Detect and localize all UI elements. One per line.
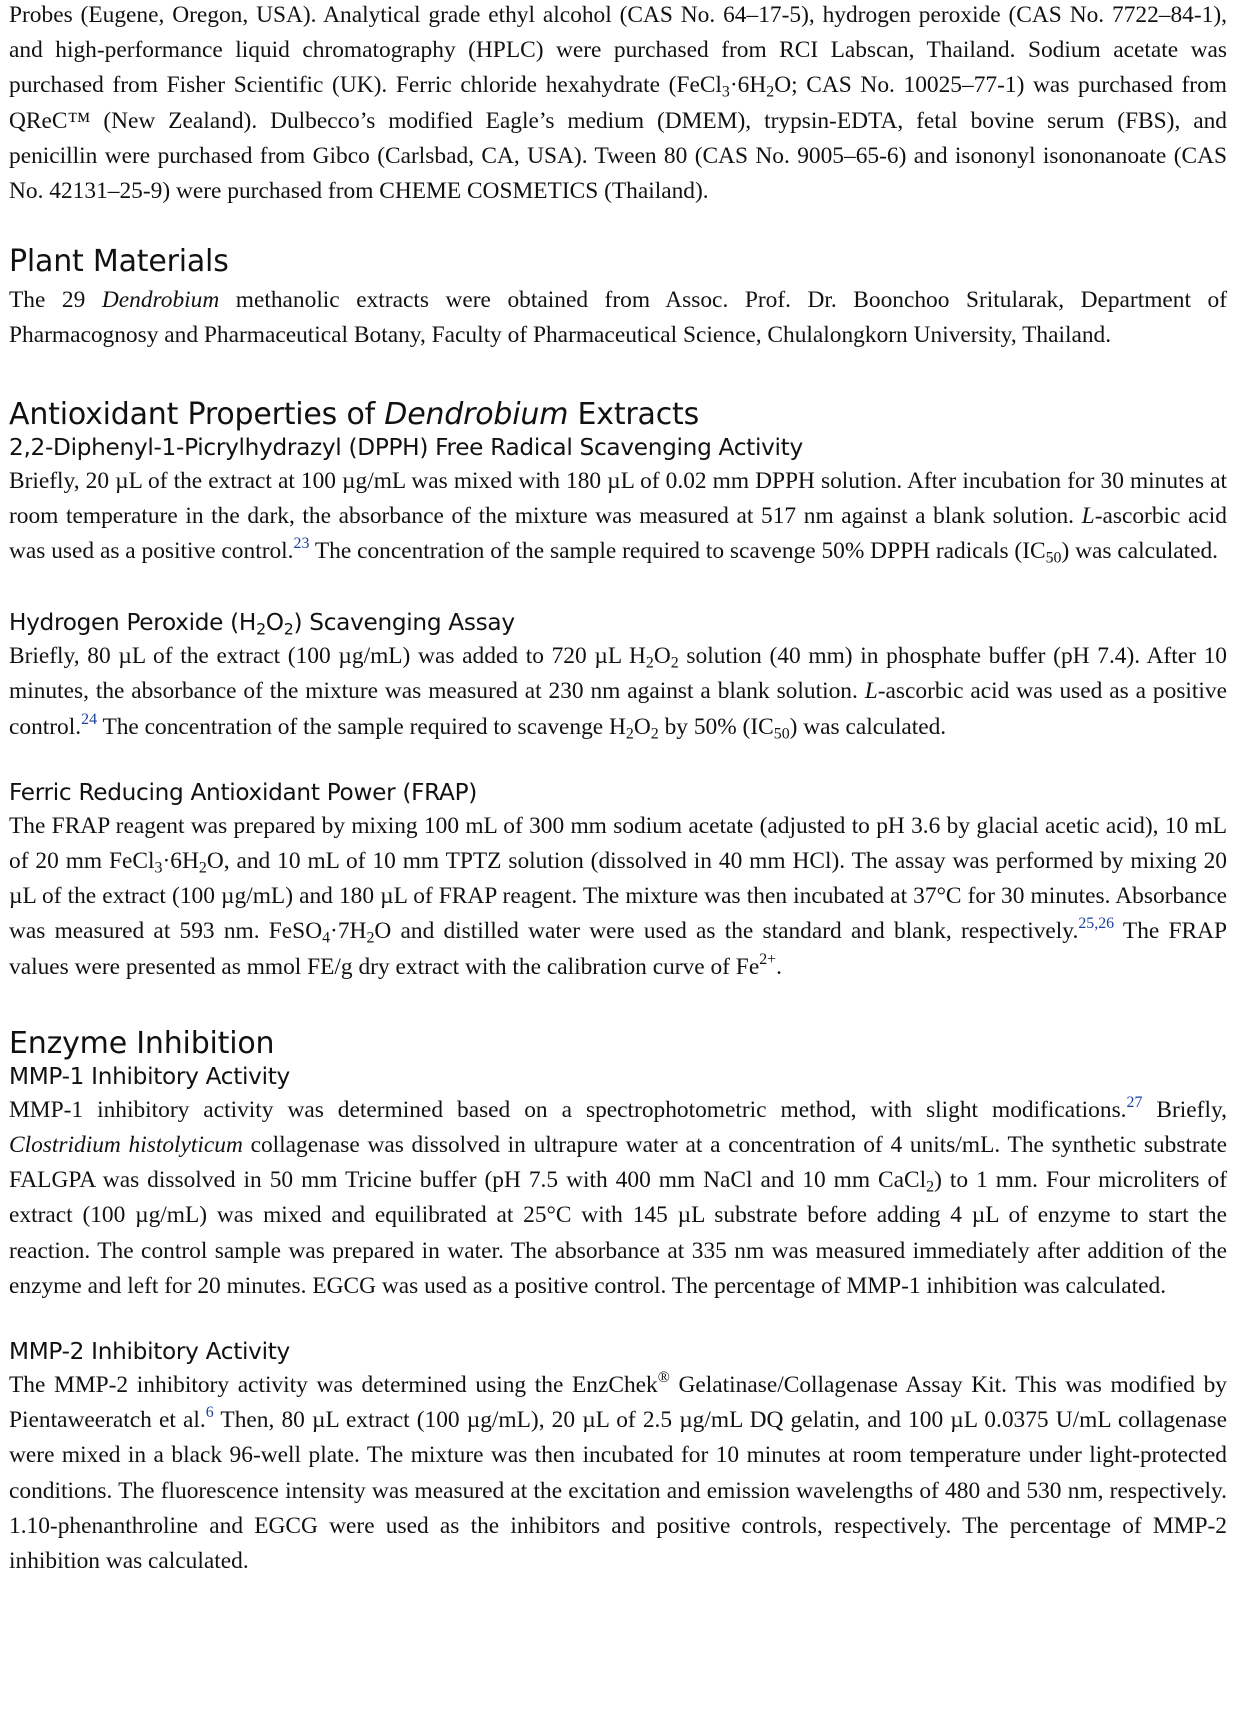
- h2o2-text: O: [633, 713, 651, 740]
- subscript: 2: [766, 83, 775, 101]
- frap-text: The FRAP reagent was prepared by mixing 100 mL of 300 mm sodium acetate (adjusted to pH 3.6 by glacial acetic acid), 10 mL of 20 mm FeCl: [9, 812, 1227, 875]
- subscript: 4: [322, 929, 331, 947]
- h2o2-text: The concentration of the sample required to scavenge H: [97, 713, 626, 740]
- dpph-text: ) was calculated.: [1061, 538, 1219, 565]
- frap-text: O, and 10 mL of 10 mm TPTZ solution (dissolved in 40 mm HCl). The assay was performed by mixing 20 µL of the extract (100 µg/mL) and 180 µL of FRAP reagent. The mixture was then incubated at 37°C for 30 minutes. Absorbance was measured at 593 nm. FeSO: [9, 848, 1227, 945]
- citation-link[interactable]: 24: [81, 710, 98, 728]
- subscript: 50: [1045, 549, 1062, 567]
- subsection-heading-h2o2: [9, 607, 1227, 639]
- subscript: 3: [721, 83, 730, 101]
- plant-text-1: The 29: [9, 287, 102, 314]
- plant-materials-paragraph: [9, 283, 1227, 353]
- materials-paragraph: [9, 0, 1227, 209]
- subsection-heading-dpph: 2,2-Diphenyl-1-Picrylhydrazyl (DPPH) Free Radical Scavenging Activity: [9, 433, 803, 461]
- subscript: 2: [670, 654, 679, 672]
- subscript: 2: [650, 725, 659, 743]
- subsection-heading-mmp1: MMP-1 Inhibitory Activity: [9, 1062, 290, 1090]
- frap-paragraph: [9, 809, 1227, 985]
- mmp1-text: collagenase was dissolved in ultrapure water at a concentration of 4 units/mL. The synthetic substrate FALGPA was dissolved in 50 mm Tricine buffer (pH 7.5 with 400 mm NaCl and 10 mm CaCl: [9, 1132, 1227, 1194]
- mmp1-text: ) to 1 mm. Four microliters of extract (100 µg/mL) was mixed and equilibrated at 25°C with 145 µL substrate before adding 4 µL of enzyme to start the reaction. The control sample was prepared in water. The absorbance at 335 nm was measured immediately after addition of the enzyme and left for 20 minutes. EGCG was used as a positive control. The percentage of MMP-1 inhibition was calculated.: [9, 1167, 1227, 1299]
- mmp1-text: Briefly,: [1142, 1096, 1227, 1123]
- h2o2-paragraph: [9, 639, 1227, 745]
- section-heading-plant-materials: Plant Materials: [9, 244, 229, 280]
- species-name: Clostridium histolyticum: [9, 1132, 243, 1159]
- heading-part: Antioxidant Properties of: [9, 396, 385, 432]
- h2o2-text: -ascorbic acid was used as a positive control.: [9, 678, 1228, 740]
- mmp2-text: Then, 80 µL extract (100 µg/mL), 20 µL of 2.5 µg/mL DQ gelatin, and 100 µL 0.0375 U/mL collagenase were mixed in a black 96-well plate. The mixture was then incubated for 10 minutes at room temperature under light-protected conditions. The fluorescence intensity was measured at the excitation and emission wavelengths of 480 and 530 nm, respectively. 1.10-phenanthroline and EGCG were used as the inhibitors and positive controls, respectively. The percentage of MMP-2 inhibition was calculated.: [9, 1407, 1227, 1575]
- dpph-text: The concentration of the sample required to scavenge 50% DPPH radicals (IC: [309, 538, 1046, 565]
- subscript: 2: [645, 654, 654, 672]
- heading-part: Extracts: [568, 396, 700, 432]
- frap-text: O and distilled water were used as the standard and blank, respectively.: [374, 918, 1079, 945]
- citation-link[interactable]: 27: [1126, 1094, 1143, 1111]
- superscript: 2+: [759, 950, 777, 968]
- article-page: [9, 0, 1227, 1579]
- registered-mark: ®: [657, 1369, 670, 1387]
- heading-part: ) Scavenging Assay: [293, 609, 515, 637]
- citation-link[interactable]: 6: [205, 1404, 214, 1422]
- mmp1-paragraph: [9, 1093, 1227, 1304]
- mmp2-text: Gelatinase/Collagenase Assay Kit. This was modified by Pientaweeratch et al.: [9, 1372, 1227, 1434]
- subscript: 2: [256, 619, 266, 639]
- materials-text-1: Probes (Eugene, Oregon, USA). Analytical grade ethyl alcohol (CAS No. 64–17-5), hydrogen peroxide (CAS No. 7722–84-1), and high-performance liquid chromatography (HPLC) were purchased from RCI Labscan, Thailand. Sodium acetate was purchased from Fisher Scientific (UK). Ferric chloride hexahydrate (FeCl: [9, 2, 1227, 99]
- citation-link[interactable]: 25,26: [1078, 915, 1115, 933]
- plant-text-2: methanolic extracts were obtained from Assoc. Prof. Dr. Boonchoo Sritularak, Department of Pharmacognosy and Pharmaceutical Botany, Faculty of Pharmaceutical Science, Chulalongkorn University, Thailand.: [9, 287, 1228, 349]
- section-heading-antioxidant: [9, 396, 1227, 434]
- subscript: 2: [926, 1178, 935, 1196]
- dpph-text: -ascorbic acid was used as a positive control.: [9, 502, 1228, 565]
- dpph-text: Briefly, 20 µL of the extract at 100 µg/mL was mixed with 180 µL of 0.02 mm DPPH solution. After incubation for 30 minutes at room temperature in the dark, the absorbance of the mixture was measured at 517 nm against a blank solution.: [9, 467, 1227, 529]
- materials-text-3: O; CAS No. 10025–77-1) was purchased from QReC™ (New Zealand). Dulbecco’s modified Eagle’s medium (DMEM), trypsin-EDTA, fetal bovine serum (FBS), and penicillin were purchased from Gibco (Carlsbad, CA, USA). Tween 80 (CAS No. 9005–65-6) and isononyl isononanoate (CAS No. 42131–25-9) were purchased from CHEME COSMETICS (Thailand).: [9, 72, 1227, 205]
- dpph-paragraph: [9, 464, 1227, 570]
- mmp2-text: The MMP-2 inhibitory activity was determined using the EnzChek: [9, 1372, 658, 1399]
- mmp2-paragraph: [9, 1368, 1227, 1579]
- materials-text-2: ·6H: [729, 72, 767, 99]
- h2o2-text: Briefly, 80 µL of the extract (100 µg/mL) was added to 720 µL H: [9, 643, 646, 670]
- frap-text: ·7H: [330, 918, 367, 945]
- subscript: 2: [283, 619, 294, 639]
- italic-l: L: [864, 678, 878, 705]
- citation-link[interactable]: 23: [293, 535, 310, 553]
- heading-part: O: [265, 609, 284, 637]
- section-heading-enzyme-inhibition: Enzyme Inhibition: [9, 1025, 275, 1061]
- subscript: 50: [773, 725, 790, 743]
- h2o2-text: solution (40 mm) in phosphate buffer (pH 7.4). After 10 minutes, the absorbance of the mixture was measured at 230 nm against a blank solution.: [9, 643, 1227, 705]
- subscript: 2: [198, 859, 207, 877]
- h2o2-text: ) was calculated.: [789, 713, 947, 740]
- genus-name: Dendrobium: [384, 396, 569, 432]
- genus-name: Dendrobium: [101, 287, 220, 314]
- h2o2-text: O: [653, 643, 671, 670]
- mmp1-text: MMP-1 inhibitory activity was determined based on a spectrophotometric method, with slight modifications.: [9, 1096, 1127, 1123]
- subscript: 2: [625, 725, 634, 743]
- frap-text: ·6H: [162, 848, 199, 875]
- subsection-heading-mmp2: MMP-2 Inhibitory Activity: [9, 1338, 290, 1366]
- frap-text: The FRAP values were presented as mmol FE/g dry extract with the calibration curve of Fe: [9, 918, 1227, 980]
- subscript: 3: [154, 859, 163, 877]
- heading-part: Hydrogen Peroxide (H: [9, 609, 257, 637]
- subscript: 2: [366, 929, 375, 947]
- subsection-heading-frap: Ferric Reducing Antioxidant Power (FRAP): [9, 778, 478, 806]
- frap-text: .: [776, 953, 782, 980]
- h2o2-text: by 50% (IC: [658, 713, 774, 740]
- italic-l: L: [1081, 502, 1095, 529]
